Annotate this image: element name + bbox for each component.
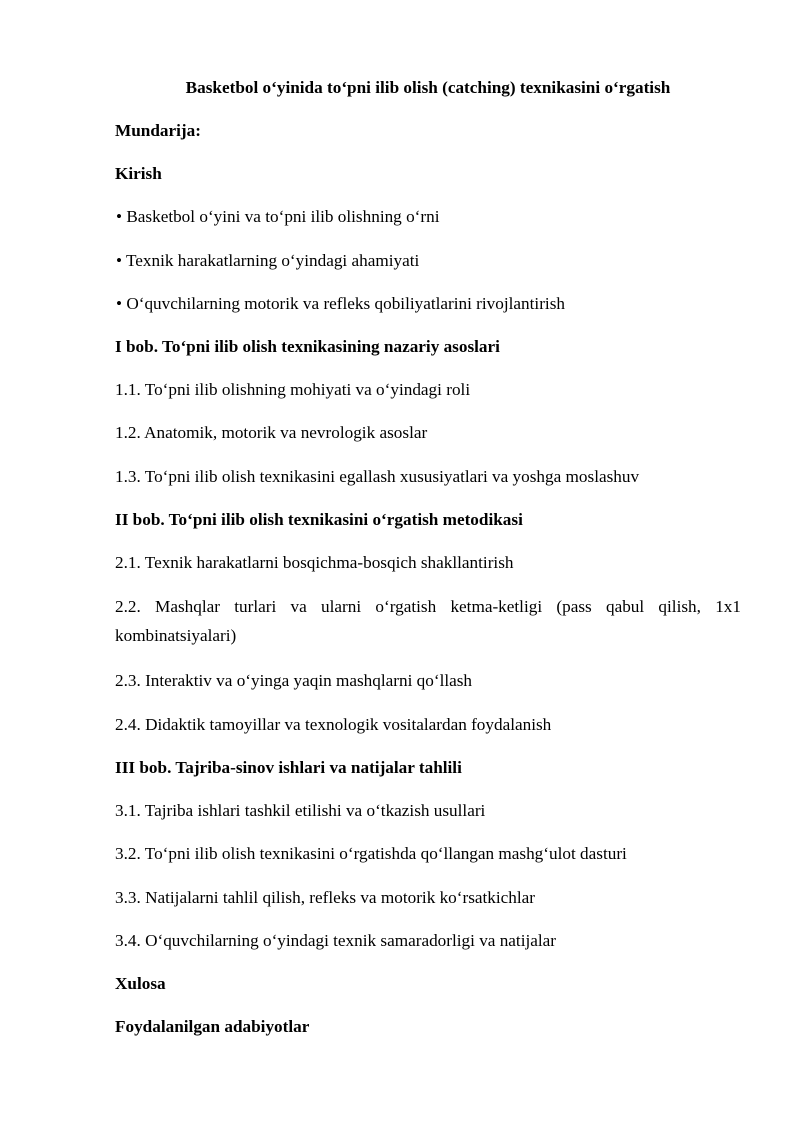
chapter-heading: II bob. To‘pni ilib olish texnikasini o‘rgatish metodikasi xyxy=(115,510,523,529)
intro-bullet: • Basketbol o‘yini va to‘pni ilib olishning o‘rni xyxy=(116,207,440,226)
chapter-heading: III bob. Tajriba-sinov ishlari va natijalar tahlili xyxy=(115,758,462,777)
toc-item: 3.1. Tajriba ishlari tashkil etilishi va o‘tkazish usullari xyxy=(115,801,486,820)
chapter-heading: I bob. To‘pni ilib olish texnikasining nazariy asoslari xyxy=(115,337,500,356)
toc-item: 3.4. O‘quvchilarning o‘yindagi texnik samaradorligi va natijalar xyxy=(115,931,557,950)
intro-bullet: • O‘quvchilarning motorik va refleks qobiliyatlarini rivojlantirish xyxy=(116,294,565,313)
conclusion-heading: Xulosa xyxy=(115,974,166,993)
toc-item: 1.3. To‘pni ilib olish texnikasini egallash xususiyatlari va yoshga moslashuv xyxy=(115,467,640,486)
intro-heading: Kirish xyxy=(115,164,162,183)
toc-item: 2.2. Mashqlar turlari va ularni o‘rgatish ketma-ketligi (pass qabul qilish, 1x1 kombinatsiyalari) xyxy=(115,597,741,645)
toc-item: 3.3. Natijalarni tahlil qilish, refleks va motorik ko‘rsatkichlar xyxy=(115,888,536,907)
toc-item: 2.4. Didaktik tamoyillar va texnologik vositalardan foydalanish xyxy=(115,715,552,734)
references-heading: Foydalanilgan adabiyotlar xyxy=(115,1017,310,1036)
toc-item: 1.2. Anatomik, motorik va nevrologik asoslar xyxy=(115,423,428,442)
toc-item: 2.3. Interaktiv va o‘yinga yaqin mashqlarni qo‘llash xyxy=(115,671,473,690)
contents-heading: Mundarija: xyxy=(115,121,201,140)
intro-bullet: • Texnik harakatlarning o‘yindagi ahamiyati xyxy=(116,251,420,270)
toc-item: 2.1. Texnik harakatlarni bosqichma-bosqich shakllantirish xyxy=(115,553,514,572)
document-title: Basketbol o‘yinida to‘pni ilib olish (catching) texnikasini o‘rgatish xyxy=(185,78,671,97)
toc-item: 3.2. To‘pni ilib olish texnikasini o‘rgatishda qo‘llangan mashg‘ulot dasturi xyxy=(115,844,627,863)
toc-item: 1.1. To‘pni ilib olishning mohiyati va o‘yindagi roli xyxy=(115,380,471,399)
